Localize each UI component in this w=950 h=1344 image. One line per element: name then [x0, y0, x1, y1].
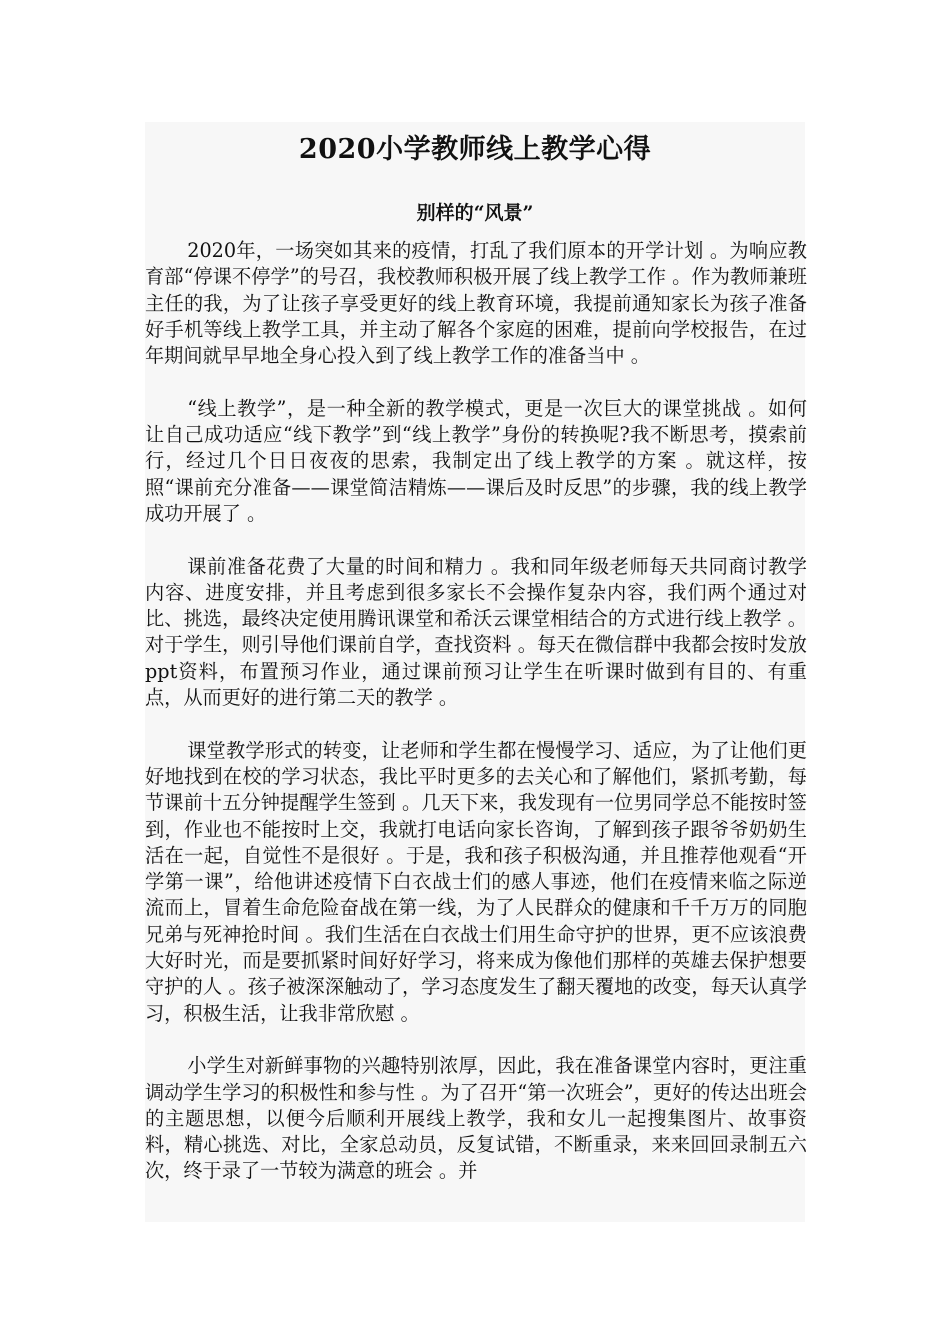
document-subtitle: 别样的“风景” — [416, 202, 534, 224]
paragraph-1: 2020年，一场突如其来的疫情，打乱了我们原本的开学计划 。为响应教育部“停课不停学”的号召，我校教师积极开展了线上教学工作 。作为教师兼班主任的我，为了让孩子享受更好的线上教育环境，我提前通知家长为孩子准备好手机等线上教学工具，并主动了解各个家庭的困难，提前向学校报告，在过年期间就早早地全身心投入到了线上教学工作的准备当中 。 — [145, 239, 807, 368]
paragraph-4: 课堂教学形式的转变，让老师和学生都在慢慢学习、适应，为了让他们更好地找到在校的学习状态，我比平时更多的去关心和了解他们，紧抓考勤，每节课前十五分钟提醒学生签到 。几天下来，我发现有一位男同学总不能按时签到，作业也不能按时上交，我就打电话向家长咨询，了解到孩子跟爷爷奶奶生活在一起，自觉性不是很好 。于是，我和孩子积极沟通，并且推荐他观看“开学第一课”，给他讲述疫情下白衣战士们的感人事迹，他们在疫情来临之际逆流而上，冒着生命危险奋战在第一线，为了人民群众的健康和千千万万的同胞兄弟与死神抢时间 。我们生活在白衣战士们用生命守护的世界，更不应该浪费大好时光，而是要抓紧时间好好学习，将来成为像他们那样的英雄去保护想要守护的人 。孩子被深深触动了，学习态度发生了翻天覆地的改变，每天认真学习，积极生活，让我非常欣慰 。 — [145, 738, 807, 1025]
paragraph-2: “线上教学”，是一种全新的教学模式，更是一次巨大的课堂挑战 。如何让自己成功适应“线下教学”到“线上教学”身份的转换呢?我不断思考，摸索前行，经过几个日日夜夜的思索，我制定出了线上教学的方案 。就这样，按照“课前充分准备——课堂简洁精炼——课后及时反思”的步骤，我的线上教学成功开展了 。 — [145, 396, 807, 525]
paragraph-3: 课前准备花费了大量的时间和精力 。我和同年级老师每天共同商讨教学内容、进度安排，并且考虑到很多家长不会操作复杂内容，我们两个通过对比、挑选，最终决定使用腾讯课堂和希沃云课堂相结合的方式进行线上教学 。对于学生，则引导他们课前自学，查找资料 。每天在微信群中我都会按时发放ppt资料，布置预习作业，通过课前预习让学生在听课时做到有目的、有重点，从而更好的进行第二天的教学 。 — [145, 554, 807, 710]
paragraph-5: 小学生对新鲜事物的兴趣特别浓厚，因此，我在准备课堂内容时，更注重调动学生学习的积极性和参与性 。为了召开“第一次班会”，更好的传达出班会的主题思想，以便今后顺利开展线上教学，我和女儿一起搜集图片、故事资料，精心挑选、对比，全家总动员，反复试错，不断重录，来来回回录制五六次，终于录了一节较为满意的班会 。并 — [145, 1054, 807, 1183]
document-title: 2020小学教师线上教学心得 — [298, 134, 652, 165]
document-body — [145, 238, 807, 1211]
